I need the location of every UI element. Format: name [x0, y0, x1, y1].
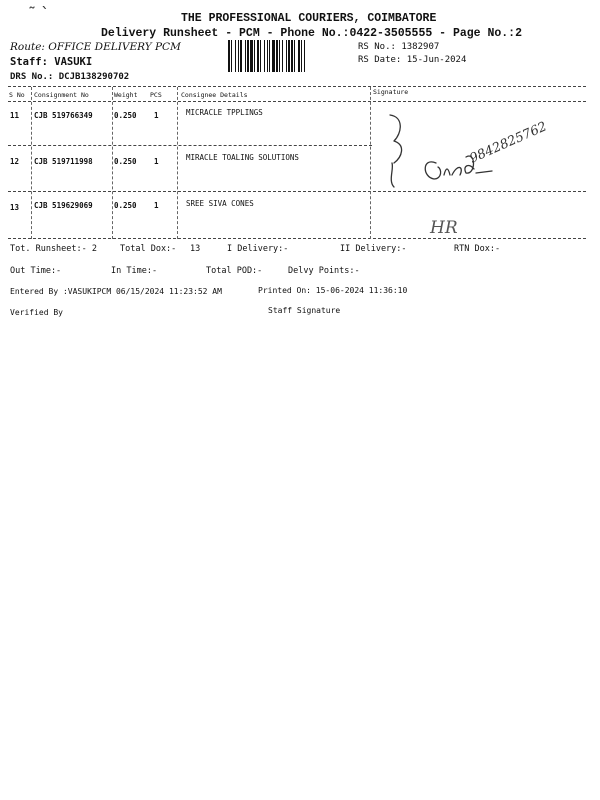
- col-divider: [177, 87, 178, 239]
- col-header-signature: Signature: [373, 88, 409, 96]
- staff-label: Staff: VASUKI: [10, 56, 93, 68]
- tot-runsheet: Tot. Runsheet:- 2: [10, 244, 97, 254]
- row-weight: 0.250: [114, 111, 137, 120]
- col-header-sno: S No: [9, 91, 25, 99]
- handwritten-initials: HR: [430, 218, 458, 238]
- row-consignment: CJB 519629069: [34, 201, 93, 210]
- rule-header: [8, 101, 586, 102]
- rule-top: [8, 86, 586, 87]
- row-consignee: MICRACLE TPPLINGS: [186, 108, 263, 117]
- delvy-points: Delvy Points:-: [288, 266, 360, 276]
- row-sno: 12: [10, 157, 20, 166]
- row-weight: 0.250: [114, 157, 137, 166]
- total-dox-value: 13: [190, 244, 201, 254]
- barcode: [228, 40, 352, 72]
- route-label: Route: OFFICE DELIVERY PCM: [10, 41, 181, 53]
- rule-row-1: [8, 145, 372, 146]
- runsheet-subtitle: Delivery Runsheet - PCM - Phone No.:0422-3505555 - Page No.:2: [101, 27, 522, 40]
- entered-by: Entered By :VASUKIPCM 06/15/2024 11:23:52 AM: [10, 287, 222, 296]
- row-pcs: 1: [154, 201, 159, 210]
- handwritten-signature: [372, 105, 587, 240]
- row-weight: 0.250: [114, 201, 137, 210]
- col-header-consignee: Consignee Details: [181, 91, 248, 99]
- verified-by: Verified By: [10, 308, 63, 317]
- rs-date: RS Date: 15-Jun-2024: [358, 55, 467, 65]
- total-pod: Total POD:-: [206, 266, 263, 276]
- col-divider: [370, 87, 371, 239]
- staff-signature: Staff Signature: [268, 306, 341, 315]
- total-dox-label: Total Dox:-: [120, 244, 177, 254]
- col-header-consignment: Consignment No: [34, 91, 89, 99]
- row-sno: 13: [10, 203, 20, 212]
- col-divider: [31, 87, 32, 239]
- col-header-weight: Weight: [114, 91, 138, 99]
- out-time: Out Time:-: [10, 266, 62, 276]
- scan-mark: ˜ ˋ: [28, 4, 50, 23]
- row-consignee: MIRACLE TOALING SOLUTIONS: [186, 153, 299, 162]
- ii-delivery: II Delivery:-: [340, 244, 407, 254]
- printed-on: Printed On: 15-06-2024 11:36:10: [258, 286, 408, 295]
- drs-number: DRS No.: DCJB138290702: [10, 72, 130, 82]
- company-title: THE PROFESSIONAL COURIERS, COIMBATORE: [181, 12, 437, 25]
- col-divider: [112, 87, 113, 239]
- col-header-pcs: PCS: [150, 91, 162, 99]
- i-delivery: I Delivery:-: [227, 244, 289, 254]
- row-pcs: 1: [154, 111, 159, 120]
- row-consignment: CJB 519711998: [34, 157, 93, 166]
- rtn-dox: RTN Dox:-: [454, 244, 501, 254]
- handwritten-phone: 9842825762: [467, 119, 550, 167]
- row-pcs: 1: [154, 157, 159, 166]
- rs-number: RS No.: 1382907: [358, 42, 440, 52]
- in-time: In Time:-: [111, 266, 158, 276]
- row-consignee: SREE SIVA CONES: [186, 199, 254, 208]
- row-consignment: CJB 519766349: [34, 111, 93, 120]
- row-sno: 11: [10, 111, 20, 120]
